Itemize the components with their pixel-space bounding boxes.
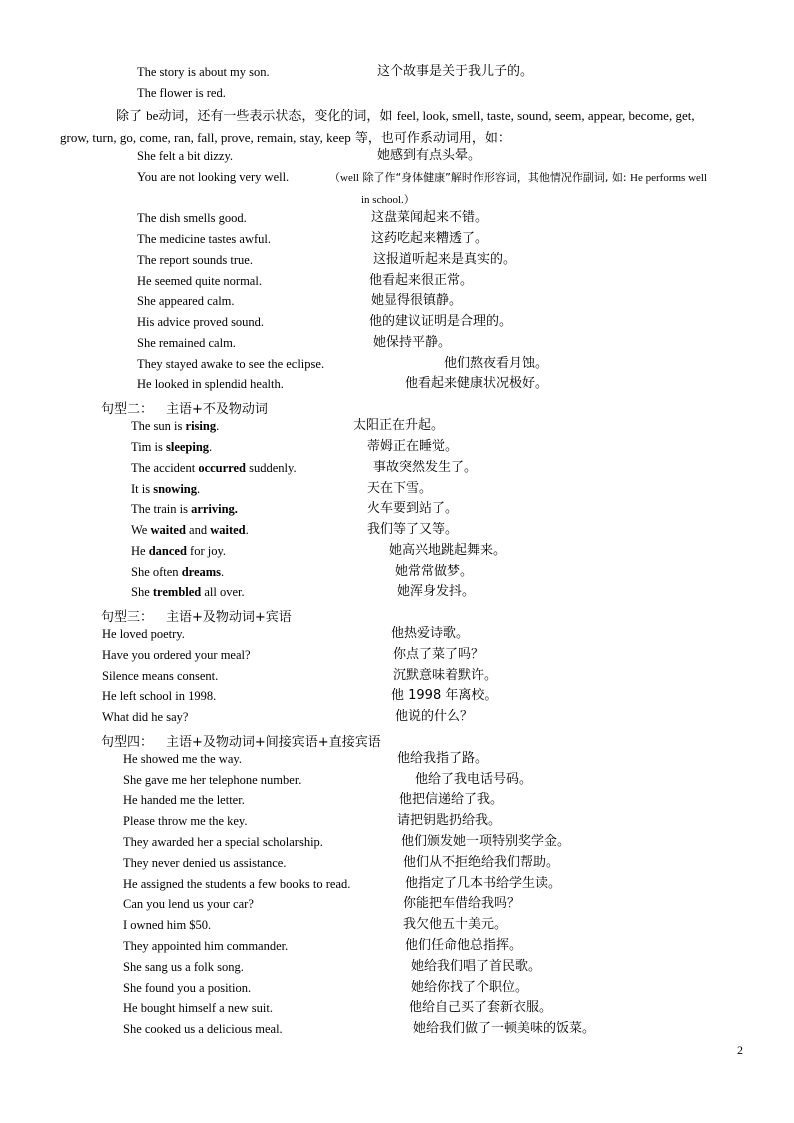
- example-en: He looked in splendid health.: [137, 377, 284, 391]
- example-cn: 请把钥匙扔给我。: [397, 813, 502, 828]
- example-en: She appeared calm.: [137, 294, 235, 308]
- example-cn: 她显得很镇静。: [371, 293, 463, 308]
- example-cn: 她给我们唱了首民歌。: [411, 959, 542, 974]
- example-cn: 他热爱诗歌。: [391, 626, 470, 641]
- heading-text: 主语+及物动词+间接宾语+直接宾语: [166, 735, 381, 750]
- example-cn: 她给我们做了一顿美味的饭菜。: [413, 1021, 596, 1036]
- heading-label: 句型四：: [101, 735, 154, 750]
- example-en: Have you ordered your meal?: [102, 648, 251, 662]
- example-en: The medicine tastes awful.: [137, 232, 271, 246]
- example-en: Silence means consent.: [102, 669, 219, 683]
- para-text: 除了: [116, 109, 147, 124]
- example-en: She remained calm.: [137, 336, 236, 350]
- well-note-cont: [361, 193, 415, 207]
- example-en: He seemed quite normal.: [137, 274, 262, 288]
- example-cn: 蒂姆正在睡觉。: [367, 439, 459, 454]
- example-en: They stayed awake to see the eclipse.: [137, 357, 325, 371]
- example-en: He danced for joy.: [131, 544, 227, 558]
- example-en: The story is about my son.: [137, 65, 270, 79]
- example-en: The accident occurred suddenly.: [131, 461, 297, 475]
- heading-label: 句型三：: [101, 610, 154, 625]
- example-cn: 他给了我电话号码。: [415, 772, 533, 787]
- example-cn: 她高兴地跳起舞来。: [389, 543, 507, 558]
- example-cn: 他们任命他总指挥。: [405, 938, 523, 953]
- example-cn: 太阳正在升起。: [353, 418, 445, 433]
- heading-text: 主语+及物动词+宾语: [166, 610, 292, 625]
- example-cn: 他 1998 年离校。: [391, 688, 498, 703]
- example-cn: 他看起来很正常。: [369, 273, 474, 288]
- example-cn: 她保持平静。: [373, 335, 452, 350]
- para-text: feel, look, smell, taste, sound, seem, appear, become, get,: [396, 108, 695, 123]
- para-text: 动词，还有一些表示状态，变化的词，如: [158, 109, 397, 124]
- example-cn: 沉默意味着默许。: [393, 668, 498, 683]
- example-en: She felt a bit dizzy.: [137, 149, 234, 163]
- para-text: be: [146, 108, 159, 123]
- example-en: The dish smells good.: [137, 211, 247, 225]
- example-en: I owned him $50.: [123, 918, 212, 932]
- example-en: He bought himself a new suit.: [123, 1001, 273, 1015]
- example-en: He loved poetry.: [102, 627, 185, 641]
- example-cn: 你点了菜了吗？: [393, 647, 485, 662]
- note-text: 除了作“身体健康”解时作形容词，其他情况作副词, 如:: [358, 171, 631, 184]
- example-en: She found you a position.: [123, 981, 252, 995]
- example-en: She cooked us a delicious meal.: [123, 1022, 283, 1036]
- example-cn: 她给你找了个职位。: [411, 980, 529, 995]
- example-en: He showed me the way.: [123, 752, 242, 766]
- example-en: The report sounds true.: [137, 253, 253, 267]
- page-number: 2: [737, 1043, 743, 1057]
- example-en: They never denied us assistance.: [123, 856, 287, 870]
- note-text: （: [329, 171, 340, 184]
- example-cn: 我欠他五十美元。: [403, 917, 508, 932]
- heading-text: 主语+不及物动词: [166, 402, 268, 417]
- example-en: He handed me the letter.: [123, 793, 245, 807]
- example-cn: 他们熬夜看月蚀。: [444, 356, 549, 371]
- example-en: The sun is rising.: [131, 419, 220, 433]
- note-text: He performs well: [630, 172, 708, 184]
- example-en: She often dreams.: [131, 565, 225, 579]
- example-en: You are not looking very well.: [137, 170, 290, 184]
- example-en: They appointed him commander.: [123, 939, 289, 953]
- example-cn: 他把信递给了我。: [399, 792, 504, 807]
- example-en: Please throw me the key.: [123, 814, 248, 828]
- example-en: Tim is sleeping.: [131, 440, 213, 454]
- example-en: She trembled all over.: [131, 585, 245, 599]
- example-cn: 他给我指了路。: [397, 751, 489, 766]
- example-cn: 事故突然发生了。: [373, 460, 478, 475]
- example-cn: 天在下雪。: [367, 481, 433, 496]
- example-en: It is snowing.: [131, 482, 201, 496]
- note-text: in school.: [361, 194, 404, 206]
- example-en: He left school in 1998.: [102, 689, 217, 703]
- para-text: grow, turn, go, come, ran, fall, prove, remain, stay, keep: [60, 130, 351, 145]
- example-cn: 她感到有点头晕。: [377, 148, 482, 163]
- example-cn: 这盘菜闻起来不错。: [371, 210, 489, 225]
- example-cn: 他的建议证明是合理的。: [369, 314, 513, 329]
- example-cn: 他们从不拒绝给我们帮助。: [403, 855, 560, 870]
- well-note: [329, 171, 707, 185]
- example-en: He assigned the students a few books to read.: [123, 877, 351, 891]
- example-cn: 火车要到站了。: [367, 501, 459, 516]
- heading-label: 句型二：: [101, 402, 154, 417]
- example-en: His advice proved sound.: [137, 315, 265, 329]
- example-cn: 他们颁发她一项特别奖学金。: [401, 834, 571, 849]
- example-cn: 这个故事是关于我儿子的。: [377, 64, 534, 79]
- pattern-2-heading: [101, 398, 268, 417]
- example-cn: 我们等了又等。: [367, 522, 459, 537]
- note-text: ）: [403, 193, 415, 206]
- example-cn: 他指定了几本书给学生读。: [405, 876, 562, 891]
- example-cn: 他给自己买了套新衣服。: [409, 1000, 553, 1015]
- pattern-4-heading: [101, 731, 381, 750]
- example-en: She gave me her telephone number.: [123, 773, 302, 787]
- para-text: 等，也可作系动词用，如：: [350, 131, 511, 146]
- example-cn: 她浑身发抖。: [397, 584, 476, 599]
- example-cn: 这报道听起来是真实的。: [373, 252, 517, 267]
- example-cn: 你能把车借给我吗？: [403, 896, 521, 911]
- note-text: well: [340, 172, 359, 184]
- example-cn: 他看起来健康状况极好。: [405, 376, 549, 391]
- example-en: The flower is red.: [137, 86, 226, 100]
- example-en: She sang us a folk song.: [123, 960, 244, 974]
- example-en: What did he say?: [102, 710, 189, 724]
- linking-verbs-paragraph: [60, 105, 760, 149]
- example-cn: 她常常做梦。: [395, 564, 474, 579]
- example-cn: 他说的什么？: [395, 709, 474, 724]
- example-en: We waited and waited.: [131, 523, 249, 537]
- example-en: They awarded her a special scholarship.: [123, 835, 323, 849]
- example-cn: 这药吃起来糟透了。: [371, 231, 489, 246]
- example-en: Can you lend us your car?: [123, 897, 254, 911]
- pattern-3-heading: [101, 606, 292, 625]
- example-en: The train is arriving.: [131, 502, 238, 516]
